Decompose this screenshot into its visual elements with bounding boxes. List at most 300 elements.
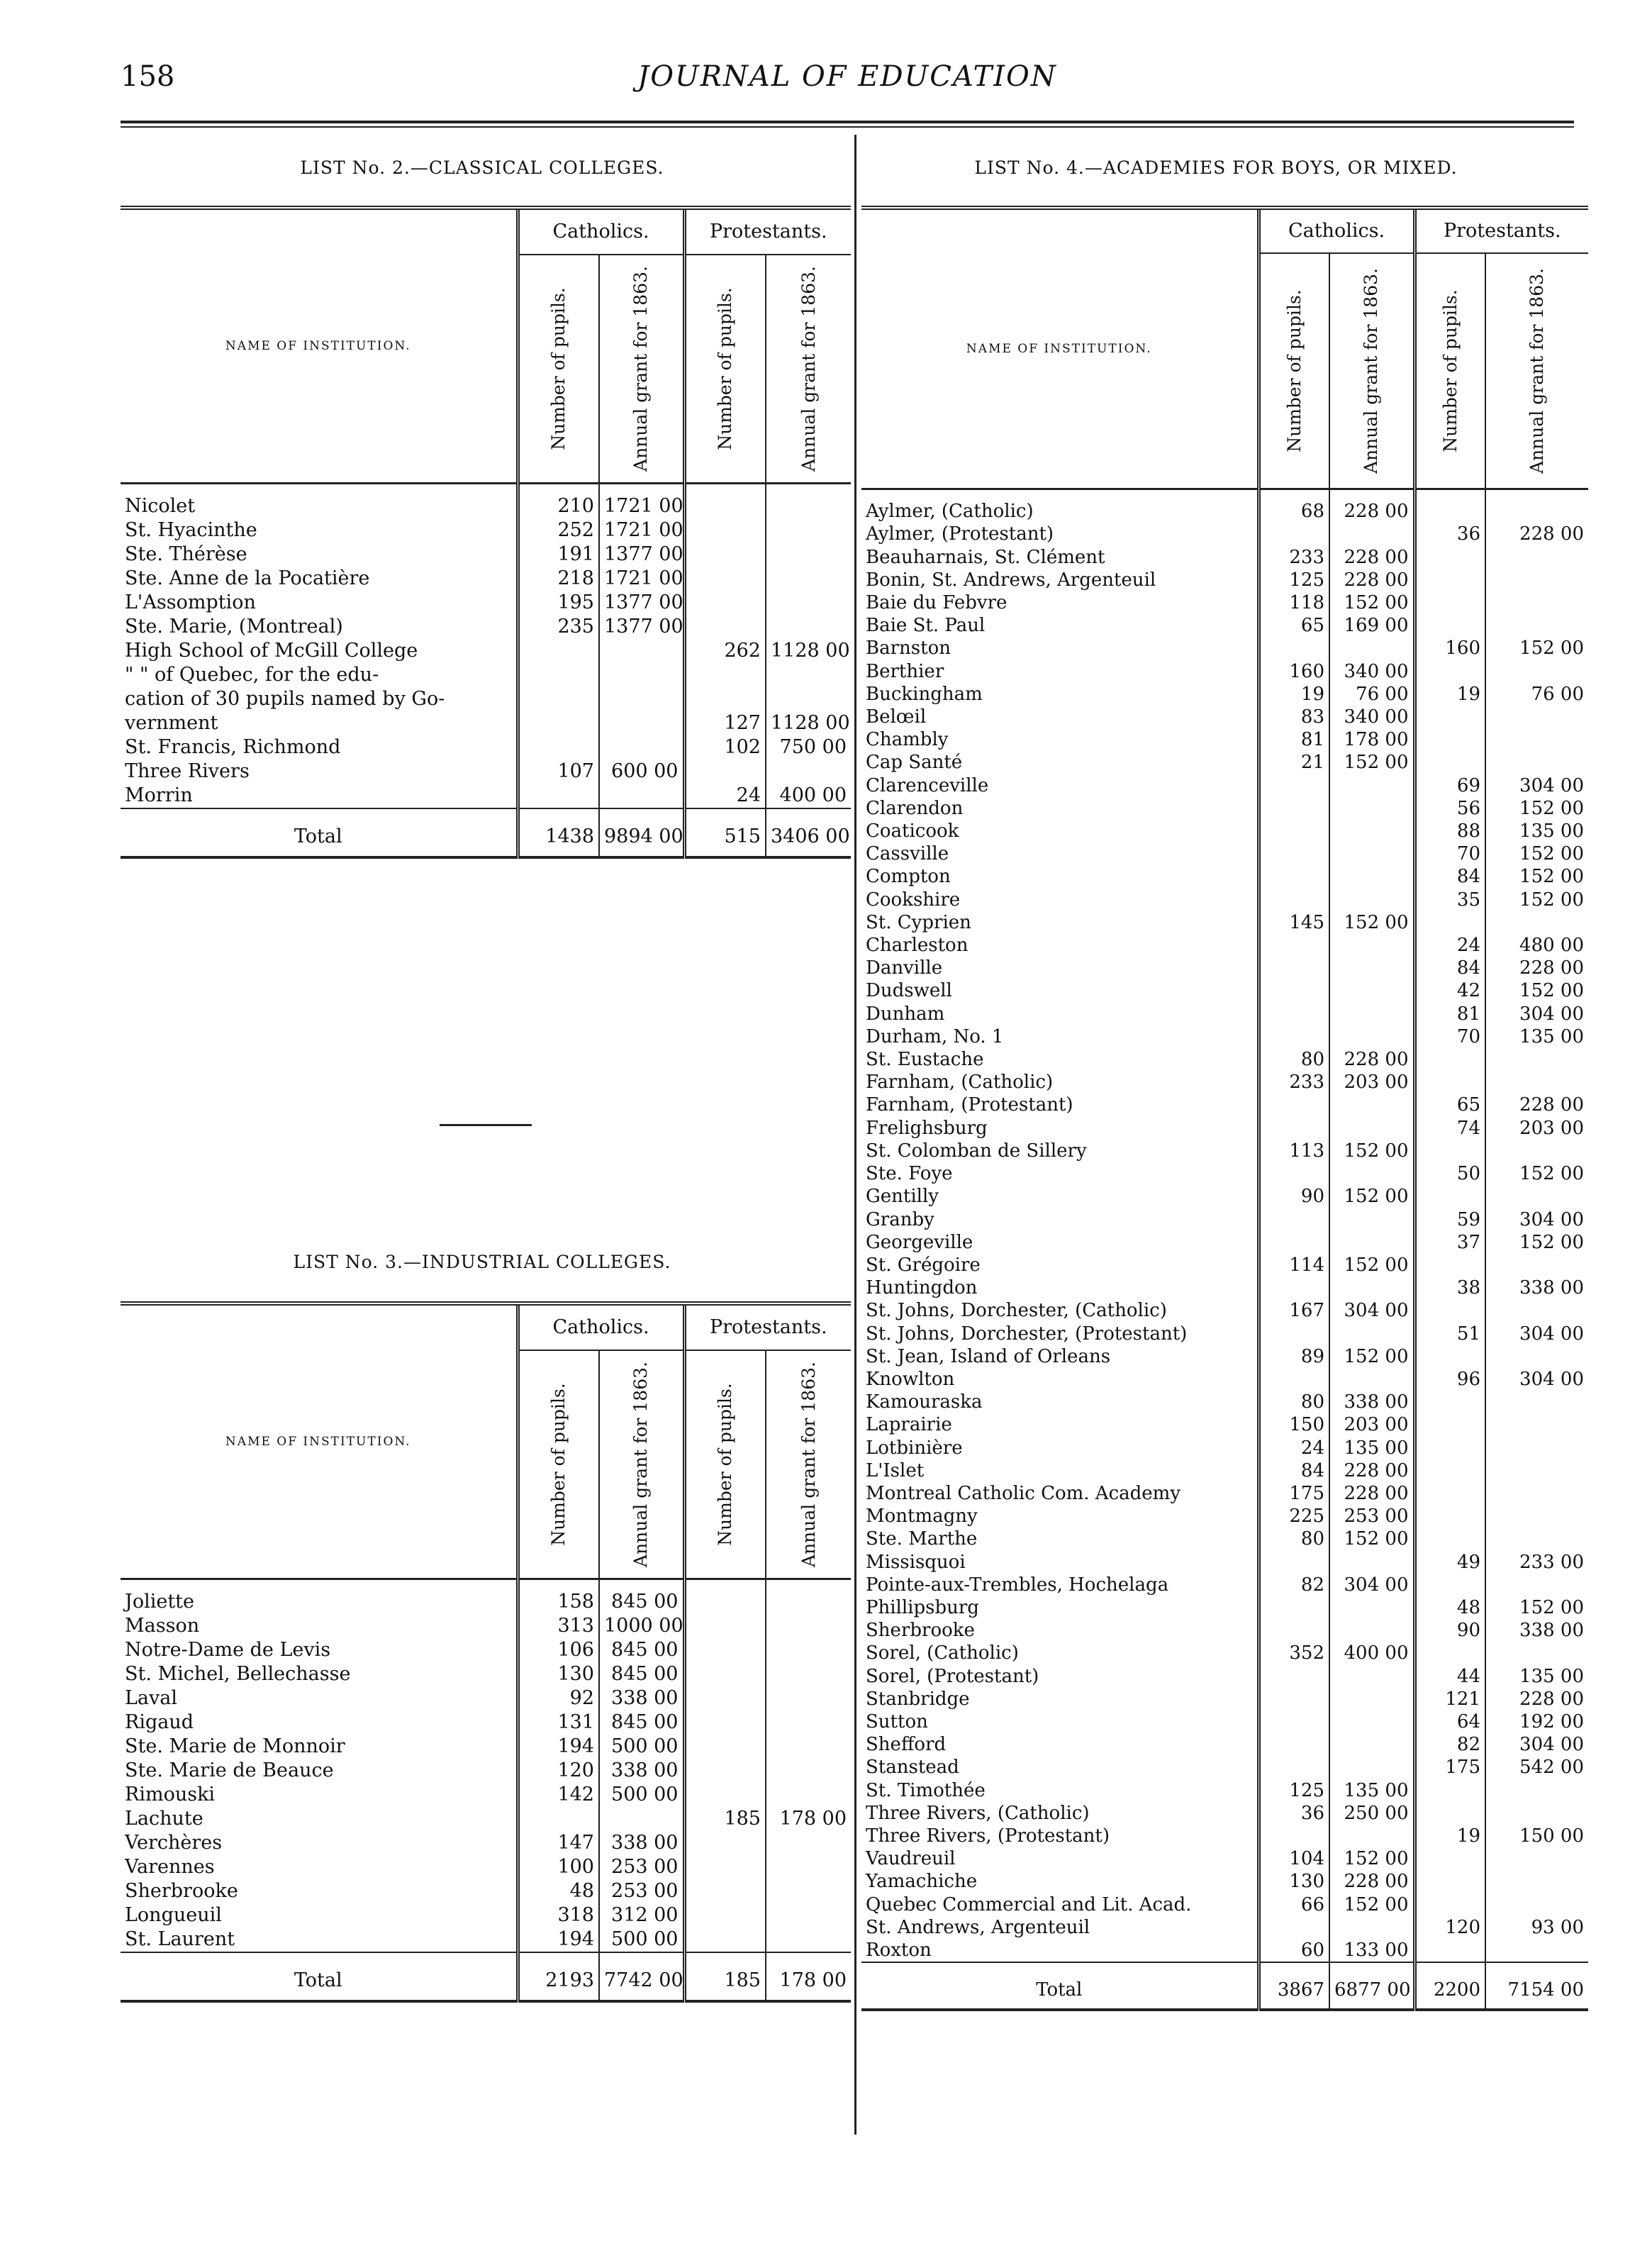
table-row <box>861 1505 1588 1528</box>
institution-name: Notre-Dame de Levis <box>125 1639 331 1661</box>
catholic-pupils: 218 <box>518 567 599 591</box>
table-row <box>861 500 1588 523</box>
table-row <box>861 1071 1588 1094</box>
catholic-grant: 1721 00 <box>599 518 684 543</box>
protestant-pupils <box>684 543 766 567</box>
catholic-pupils: 175 <box>1258 1482 1329 1505</box>
protestant-pupils <box>684 1855 766 1879</box>
catholic-pupils: 130 <box>1258 1870 1329 1893</box>
protestant-pupils <box>684 494 766 518</box>
catholic-grant: 228 00 <box>1329 546 1414 569</box>
protestant-pupils <box>1414 591 1485 614</box>
institution-name: Lotbinière <box>866 1437 963 1459</box>
catholic-grant: 600 00 <box>599 760 684 784</box>
institution-name: Gentilly <box>866 1186 939 1208</box>
protestant-grant <box>1485 728 1588 751</box>
table-row <box>861 1025 1588 1048</box>
protestant-grant: 542 00 <box>1485 1756 1588 1779</box>
table-row <box>861 1140 1588 1162</box>
table-bottom-rule <box>861 2010 1588 2014</box>
catholic-grant: 203 00 <box>1329 1413 1414 1436</box>
protestant-pupils: 37 <box>1414 1231 1485 1254</box>
protestant-grant <box>766 1638 851 1662</box>
total-protestant-grant: 7154 00 <box>1485 1962 1588 2010</box>
institution-name: Roxton <box>866 1940 932 1961</box>
catholic-grant-header-text: Annual grant for 1863. <box>630 1362 652 1567</box>
protestant-pupils: 19 <box>1414 683 1485 706</box>
protestant-pupils <box>684 591 766 615</box>
table-row <box>861 1048 1588 1071</box>
catholic-pupils <box>1258 1094 1329 1116</box>
institution-name: Knowlton <box>866 1368 955 1390</box>
catholic-grant: 76 00 <box>1329 683 1414 706</box>
catholic-grant: 500 00 <box>599 1783 684 1807</box>
catholic-pupils <box>1258 1025 1329 1048</box>
protestant-grant <box>766 591 851 615</box>
table-row <box>861 1688 1588 1710</box>
catholic-pupils: 120 <box>518 1759 599 1783</box>
list3-caption: LIST No. 3.—INDUSTRIAL COLLEGES. <box>293 1252 671 1272</box>
catholic-grant: 340 00 <box>1329 660 1414 683</box>
catholic-grant-header <box>599 255 684 484</box>
catholic-pupils: 84 <box>1258 1459 1329 1482</box>
protestant-grant: 1128 00 <box>766 711 851 735</box>
institution-name: Danville <box>866 957 943 979</box>
protestant-pupils-header-text: Number of pupils. <box>1439 289 1461 452</box>
catholic-grant <box>1329 797 1414 820</box>
catholic-pupils <box>518 687 599 711</box>
table-row <box>861 1185 1588 1208</box>
protestant-pupils: 49 <box>1414 1551 1485 1574</box>
protestant-pupils-header-text: Number of pupils. <box>715 287 736 450</box>
institution-name: St. Colomban de Sillery <box>866 1140 1087 1162</box>
table-row <box>861 1094 1588 1116</box>
catholic-grant: 228 00 <box>1329 1459 1414 1482</box>
catholic-pupils: 89 <box>1258 1345 1329 1368</box>
table-row <box>861 1368 1588 1391</box>
protestant-grant <box>1485 1847 1588 1870</box>
protestant-grant: 93 00 <box>1485 1916 1588 1939</box>
catholic-grant: 228 00 <box>1329 1048 1414 1071</box>
spacer-cell <box>121 1579 518 1591</box>
institution-name: Missisquoi <box>866 1551 966 1573</box>
protestant-pupils-header <box>1414 253 1485 489</box>
institution-name: Three Rivers, (Protestant) <box>866 1825 1110 1847</box>
spacer-cell <box>766 1579 851 1591</box>
catholic-pupils: 92 <box>518 1686 599 1710</box>
catholic-pupils: 104 <box>1258 1847 1329 1870</box>
protestant-pupils: 81 <box>1414 1003 1485 1025</box>
catholic-pupils <box>1258 797 1329 820</box>
catholic-pupils <box>1258 1710 1329 1733</box>
catholic-grant <box>1329 1733 1414 1756</box>
catholic-grant <box>1329 637 1414 660</box>
protestant-pupils <box>684 1590 766 1614</box>
table-row <box>121 567 851 591</box>
catholic-pupils <box>1258 1162 1329 1185</box>
catholic-pupils: 191 <box>518 543 599 567</box>
table-row <box>861 1208 1588 1231</box>
protestant-pupils <box>1414 728 1485 751</box>
protestant-pupils: 102 <box>684 735 766 760</box>
spacer-cell <box>599 484 684 495</box>
protestant-pupils <box>1414 1299 1485 1322</box>
protestant-grant: 152 00 <box>1485 865 1588 888</box>
protestant-pupils <box>1414 1482 1485 1505</box>
total-label: Total <box>861 1962 1258 2010</box>
catholic-grant: 152 00 <box>1329 1345 1414 1368</box>
catholic-pupils: 106 <box>518 1638 599 1662</box>
catholic-grant-header-text: Annual grant for 1863. <box>1361 268 1382 474</box>
table-row <box>861 1870 1588 1893</box>
total-catholic-pupils: 2193 <box>518 1952 599 2001</box>
table-row <box>861 1437 1588 1459</box>
protestant-pupils: 69 <box>1414 774 1485 797</box>
protestant-grant: 228 00 <box>1485 1094 1588 1116</box>
catholic-pupils: 130 <box>518 1662 599 1686</box>
institution-name: Cap Santé <box>866 752 963 774</box>
protestant-pupils: 35 <box>1414 889 1485 911</box>
table-row <box>861 546 1588 569</box>
institution-name: St. Hyacinthe <box>125 519 257 541</box>
protestant-pupils <box>684 687 766 711</box>
catholic-pupils <box>1258 1916 1329 1939</box>
total-catholic-grant: 7742 00 <box>599 1952 684 2001</box>
catholic-grant <box>1329 979 1414 1002</box>
table-row <box>861 1733 1588 1756</box>
table-row <box>121 591 851 615</box>
protestant-grant-header-text: Annual grant for 1863. <box>1527 268 1547 474</box>
protestant-grant: 304 00 <box>1485 1323 1588 1345</box>
catholic-grant: 1377 00 <box>599 591 684 615</box>
protestant-grant <box>1485 1071 1588 1094</box>
protestant-pupils <box>684 1927 766 1952</box>
protestant-grant: 135 00 <box>1485 820 1588 842</box>
institution-name: Sherbrooke <box>866 1620 975 1642</box>
catholic-pupils-header <box>1258 253 1329 489</box>
table-row <box>861 728 1588 751</box>
spacer-cell <box>599 1579 684 1591</box>
protestant-pupils: 70 <box>1414 1025 1485 1048</box>
institution-name: Baie St. Paul <box>866 615 986 637</box>
protestant-pupils <box>684 1735 766 1759</box>
catholic-grant: 152 00 <box>1329 751 1414 774</box>
protestant-grant <box>766 1855 851 1879</box>
institution-name: Pointe-aux-Trembles, Hochelaga <box>866 1574 1169 1596</box>
protestant-pupils <box>1414 1140 1485 1162</box>
catholic-grant <box>1329 1825 1414 1847</box>
catholic-grant: 312 00 <box>599 1903 684 1927</box>
catholics-group-header: Catholics. <box>1258 208 1414 253</box>
protestant-pupils: 42 <box>1414 979 1485 1002</box>
catholic-grant <box>1329 820 1414 842</box>
institution-name: St. Francis, Richmond <box>125 736 341 758</box>
table-row <box>121 1879 851 1903</box>
institution-name: St. Timothée <box>866 1779 986 1801</box>
institution-name: Baie du Febvre <box>866 592 1008 614</box>
table-row <box>861 979 1588 1002</box>
page-header <box>121 60 1574 103</box>
catholic-pupils: 90 <box>1258 1185 1329 1208</box>
catholic-pupils: 82 <box>1258 1574 1329 1596</box>
catholic-pupils: 233 <box>1258 1071 1329 1094</box>
protestant-pupils <box>1414 614 1485 637</box>
catholic-pupils <box>518 735 599 760</box>
catholic-pupils: 66 <box>1258 1893 1329 1916</box>
protestant-grant <box>1485 1642 1588 1664</box>
catholic-pupils: 194 <box>518 1927 599 1952</box>
protestant-pupils <box>1414 569 1485 591</box>
catholic-pupils <box>1258 637 1329 660</box>
protestant-grant-header <box>1485 253 1588 489</box>
table-row <box>861 683 1588 706</box>
table-bottom-rule <box>121 2001 851 2006</box>
catholic-grant: 500 00 <box>599 1927 684 1952</box>
protestant-pupils <box>1414 911 1485 934</box>
catholic-pupils <box>1258 774 1329 797</box>
protestant-pupils <box>1414 1505 1485 1528</box>
protestant-grant: 152 00 <box>1485 889 1588 911</box>
spacer-cell <box>1258 489 1329 501</box>
institution-name: Belœil <box>866 706 927 728</box>
table-row <box>861 637 1588 660</box>
protestant-grant: 750 00 <box>766 735 851 760</box>
total-catholic-pupils: 3867 <box>1258 1962 1329 2010</box>
protestant-pupils: 262 <box>684 639 766 663</box>
protestant-grant: 304 00 <box>1485 1003 1588 1025</box>
protestant-pupils <box>1414 1847 1485 1870</box>
spacer-cell <box>684 1579 766 1591</box>
table-row <box>861 1459 1588 1482</box>
protestant-pupils <box>1414 1802 1485 1825</box>
catholic-pupils <box>1258 1551 1329 1574</box>
table-row <box>121 1759 851 1783</box>
table-row <box>861 1231 1588 1254</box>
protestant-grant <box>1485 500 1588 523</box>
catholic-grant <box>1329 1596 1414 1619</box>
institution-name: Sorel, (Protestant) <box>866 1665 1039 1687</box>
institution-name: Buckingham <box>866 683 983 705</box>
table-row <box>121 1662 851 1686</box>
catholic-pupils: 83 <box>1258 706 1329 728</box>
catholic-grant: 135 00 <box>1329 1437 1414 1459</box>
catholic-grant <box>1329 1619 1414 1642</box>
table-bottom-rule <box>121 857 851 862</box>
table-row <box>861 889 1588 911</box>
protestant-pupils <box>684 615 766 639</box>
protestant-pupils-header-text: Number of pupils. <box>715 1383 736 1546</box>
catholic-pupils <box>1258 1756 1329 1779</box>
catholic-grant <box>1329 1231 1414 1254</box>
catholic-pupils <box>1258 1323 1329 1345</box>
table-row <box>861 1802 1588 1825</box>
catholic-grant <box>1329 1117 1414 1140</box>
institution-name: Ste. Marthe <box>866 1528 978 1550</box>
table-row <box>861 865 1588 888</box>
total-label: Total <box>121 1952 518 2001</box>
total-row <box>121 1952 851 2001</box>
protestant-grant <box>1485 911 1588 934</box>
table-row <box>121 687 851 711</box>
protestant-grant: 338 00 <box>1485 1619 1588 1642</box>
table-row <box>861 1642 1588 1664</box>
institution-name: Aylmer, (Protestant) <box>866 523 1054 545</box>
table-row <box>861 820 1588 842</box>
catholic-pupils <box>1258 1231 1329 1254</box>
catholic-grant: 228 00 <box>1329 500 1414 523</box>
table-row <box>861 569 1588 591</box>
catholic-grant: 228 00 <box>1329 1870 1414 1893</box>
protestant-grant <box>766 1903 851 1927</box>
protestant-pupils: 90 <box>1414 1619 1485 1642</box>
table-row <box>861 1482 1588 1505</box>
institution-name: St. Laurent <box>125 1928 235 1950</box>
catholic-grant: 152 00 <box>1329 1185 1414 1208</box>
protestant-grant <box>1485 660 1588 683</box>
institution-name: Cassville <box>866 843 949 865</box>
catholic-grant: 152 00 <box>1329 1528 1414 1550</box>
institution-name: Sorel, (Catholic) <box>866 1642 1019 1664</box>
catholic-grant: 152 00 <box>1329 911 1414 934</box>
catholic-pupils: 210 <box>518 494 599 518</box>
protestant-grant <box>766 1710 851 1735</box>
table-row <box>861 797 1588 820</box>
catholic-grant <box>1329 957 1414 979</box>
catholic-pupils <box>518 639 599 663</box>
table-row <box>861 614 1588 637</box>
institution-name: Charleston <box>866 935 969 957</box>
institution-name: Cookshire <box>866 889 961 911</box>
catholic-pupils <box>1258 1619 1329 1642</box>
catholic-pupils <box>1258 865 1329 888</box>
catholic-pupils-header-text: Number of pupils. <box>1283 289 1305 452</box>
catholic-grant <box>599 639 684 663</box>
catholic-pupils: 19 <box>1258 683 1329 706</box>
institution-name: St. Michel, Bellechasse <box>125 1663 351 1685</box>
catholic-pupils <box>1258 889 1329 911</box>
institution-name: cation of 30 pupils named by Go- <box>125 688 445 710</box>
catholic-pupils: 80 <box>1258 1391 1329 1413</box>
catholic-pupils <box>518 711 599 735</box>
protestant-pupils <box>1414 1574 1485 1596</box>
protestant-grant <box>1485 1413 1588 1436</box>
protestant-grant: 228 00 <box>1485 523 1588 545</box>
institution-name: Montmagny <box>866 1506 978 1528</box>
catholic-pupils <box>1258 934 1329 957</box>
catholic-pupils-header-text: Number of pupils. <box>548 1383 569 1546</box>
list2-caption: LIST No. 2.—CLASSICAL COLLEGES. <box>300 157 664 178</box>
protestants-group-header: Protestants. <box>684 208 851 255</box>
protestant-pupils <box>1414 1642 1485 1664</box>
protestant-grant: 480 00 <box>1485 934 1588 957</box>
protestant-grant <box>1485 1574 1588 1596</box>
protestant-grant <box>1485 1893 1588 1916</box>
total-catholic-grant: 9894 00 <box>599 808 684 857</box>
institution-name: Georgeville <box>866 1231 973 1253</box>
protestant-grant: 135 00 <box>1485 1025 1588 1048</box>
protestant-grant: 152 00 <box>1485 797 1588 820</box>
catholic-pupils <box>1258 1688 1329 1710</box>
catholic-pupils <box>1258 1276 1329 1299</box>
table-row <box>121 639 851 663</box>
protestant-pupils <box>1414 1939 1485 1962</box>
catholic-grant: 253 00 <box>1329 1505 1414 1528</box>
institution-name: Yamachiche <box>866 1871 978 1893</box>
protestant-grant <box>766 1686 851 1710</box>
catholic-pupils: 125 <box>1258 1779 1329 1802</box>
institution-name: " " of Quebec, for the edu- <box>125 664 379 686</box>
section-separator <box>440 1124 532 1126</box>
institution-name: Montreal Catholic Com. Academy <box>866 1482 1181 1504</box>
table-row <box>861 1847 1588 1870</box>
table-row <box>861 1345 1588 1368</box>
catholic-grant <box>1329 934 1414 957</box>
protestant-pupils: 160 <box>1414 637 1485 660</box>
protestant-pupils: 50 <box>1414 1162 1485 1185</box>
catholic-pupils-header <box>518 1350 599 1579</box>
protestant-grant: 152 00 <box>1485 979 1588 1002</box>
table-row <box>121 1590 851 1614</box>
catholic-pupils: 195 <box>518 591 599 615</box>
catholic-pupils <box>1258 842 1329 865</box>
catholic-pupils <box>1258 1208 1329 1231</box>
protestant-pupils: 96 <box>1414 1368 1485 1391</box>
protestants-group-header: Protestants. <box>1414 208 1588 253</box>
catholic-grant <box>599 663 684 687</box>
protestant-pupils: 84 <box>1414 957 1485 979</box>
catholic-pupils: 100 <box>518 1855 599 1879</box>
total-row <box>121 808 851 857</box>
protestant-grant: 304 00 <box>1485 774 1588 797</box>
institution-name: Farnham, (Protestant) <box>866 1094 1073 1116</box>
institution-name: vernment <box>125 712 218 734</box>
protestant-pupils <box>684 1614 766 1638</box>
institution-name: Stanstead <box>866 1757 959 1779</box>
column-divider <box>854 135 856 2135</box>
table-row <box>861 1825 1588 1847</box>
protestant-pupils: 36 <box>1414 523 1485 545</box>
protestant-pupils <box>684 1903 766 1927</box>
catholic-pupils: 150 <box>1258 1413 1329 1436</box>
catholic-pupils: 233 <box>1258 546 1329 569</box>
catholic-pupils <box>1258 979 1329 1002</box>
list4-table <box>861 206 1588 2014</box>
total-protestant-pupils: 185 <box>684 1952 766 2001</box>
institution-name: Farnham, (Catholic) <box>866 1072 1054 1094</box>
catholic-pupils <box>1258 523 1329 545</box>
table-row <box>121 1783 851 1807</box>
table-row <box>861 1574 1588 1596</box>
protestant-grant <box>1485 1437 1588 1459</box>
catholic-grant <box>1329 1276 1414 1299</box>
protestant-grant <box>766 1927 851 1952</box>
protestant-grant <box>1485 591 1588 614</box>
catholic-grant <box>1329 1208 1414 1231</box>
institution-name: St. Grégoire <box>866 1254 981 1276</box>
catholic-grant: 1377 00 <box>599 615 684 639</box>
protestant-pupils <box>684 1710 766 1735</box>
protestant-pupils: 24 <box>1414 934 1485 957</box>
catholic-pupils <box>1258 1665 1329 1688</box>
protestant-pupils <box>1414 1528 1485 1550</box>
protestant-grant <box>1485 546 1588 569</box>
list4-caption: LIST No. 4.—ACADEMIES FOR BOYS, OR MIXED. <box>974 157 1458 178</box>
table-row <box>861 751 1588 774</box>
institution-name: High School of McGill College <box>125 640 418 662</box>
catholic-grant <box>1329 1916 1414 1939</box>
catholic-grant: 338 00 <box>599 1759 684 1783</box>
institution-name: Verchères <box>125 1832 223 1854</box>
